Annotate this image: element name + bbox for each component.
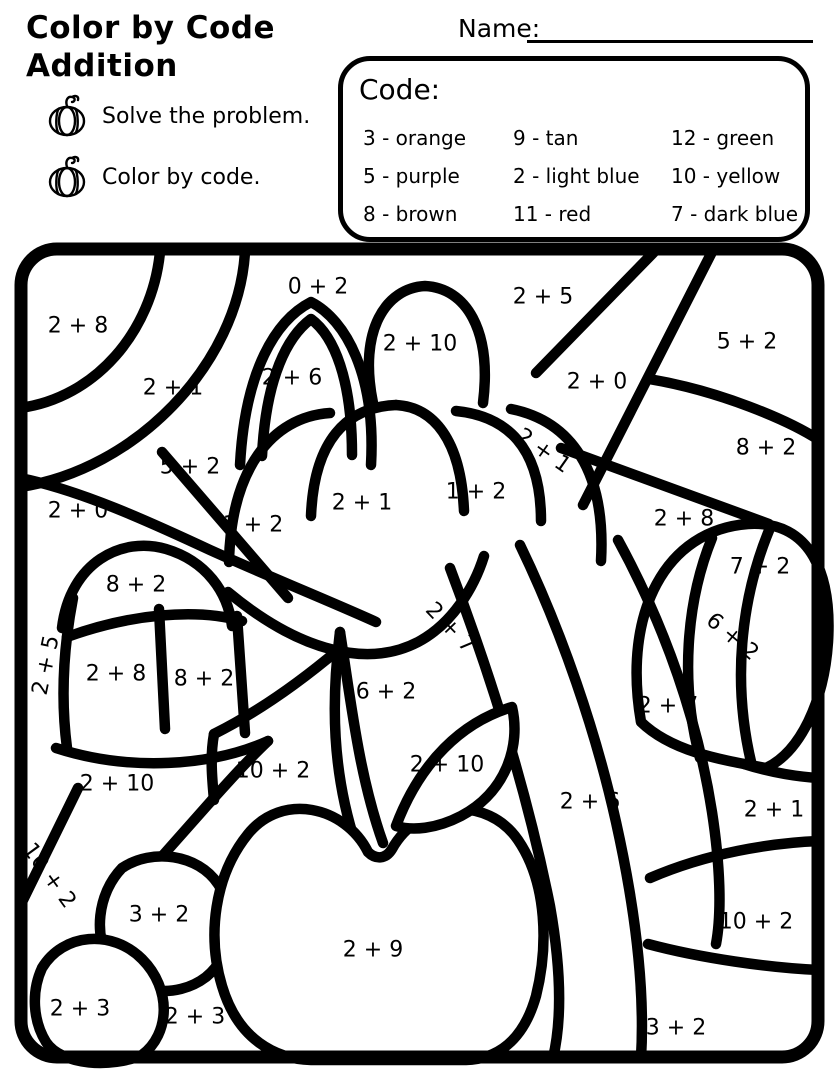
math-problem: 2 + 1 [743,797,805,823]
picture-line [536,250,656,373]
picture-line [20,252,245,487]
math-problem: 2 + 10 [79,771,155,797]
math-problem: 2 + 1 [511,423,576,479]
math-problem: 2 + 10 [382,331,458,357]
math-problem: 2 + 9 [342,937,404,963]
math-problem: 2 + 3 [49,996,111,1022]
math-problem: 2 + 5 [27,633,65,698]
math-problem: 2 + 8 [47,313,109,339]
math-problem: 2 + 1 [331,490,393,516]
code-entry: 12 - green [671,126,775,150]
code-entry: 3 - orange [363,126,467,150]
math-problem: 2 + 7 [420,597,481,659]
instruction-color-text: Color by code. [102,164,261,190]
picture-line [64,598,73,748]
math-problem: 2 + 0 [47,498,109,524]
math-problem: 8 + 2 [105,572,167,598]
math-problem: 2 + 6 [559,789,621,815]
page-title-line2: Addition [26,47,178,84]
picture-line [744,764,819,778]
math-problem: 5 + 2 [159,454,221,480]
math-problem: 2 + 10 [409,752,485,778]
math-problem: 10 + 2 [718,909,794,935]
picture-line [650,841,819,878]
math-problem: 7 + 2 [729,554,791,580]
math-problem: 1 + 2 [222,512,284,538]
name-label: Name: [458,14,541,43]
code-entry: 8 - brown [363,202,458,226]
code-entry: 10 - yellow [671,164,781,188]
math-problem: 3 + 2 [128,902,190,928]
picture-line [212,734,214,800]
math-problem: 2 + 6 [261,365,323,391]
math-problem: 2 + 1 [142,375,204,401]
picture-line [159,609,165,729]
math-problem: 2 + 7 [637,693,699,719]
math-problem: 2 + 8 [653,506,715,532]
code-entry: 2 - light blue [513,164,640,188]
picture-line [214,650,338,734]
instruction-solve-text: Solve the problem. [102,103,311,129]
math-problem: 10 + 2 [235,758,311,784]
apple-shape [215,809,544,1060]
math-problem: 6 + 2 [355,679,417,705]
math-problem: 8 + 2 [735,435,797,461]
code-legend-title: Code: [359,73,441,106]
math-problem: 3 + 2 [645,1015,707,1041]
page-title-line1: Color by Code [26,10,276,46]
code-entry: 9 - tan [513,126,579,150]
math-problem: 2 + 8 [85,661,147,687]
math-problem: 8 + 2 [173,666,235,692]
math-problem: 10 + 2 [17,838,82,914]
math-problem: 2 + 5 [512,284,574,310]
code-entry: 5 - purple [363,164,460,188]
picture-line [648,944,819,970]
math-problem: 5 + 2 [716,329,778,355]
math-problem: 2 + 3 [164,1004,226,1030]
code-entry: 11 - red [513,202,592,226]
math-problem: 1 + 2 [445,479,507,505]
math-problem: 6 + 2 [701,607,764,666]
math-problem: 2 + 0 [566,369,628,395]
code-entry: 7 - dark blue [671,202,799,226]
math-problem: 0 + 2 [287,274,349,300]
picture-line [649,379,819,440]
